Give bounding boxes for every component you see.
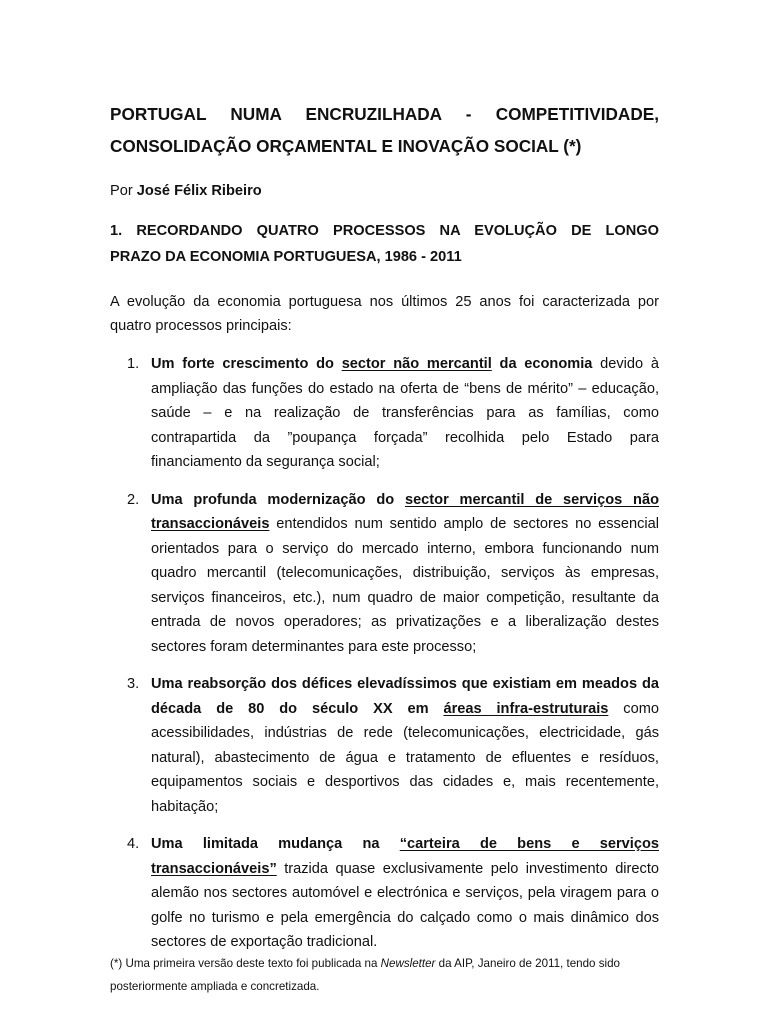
list-item-number: 1. <box>127 356 140 372</box>
list-item-text <box>151 672 659 819</box>
author-name: José Félix Ribeiro <box>136 183 262 199</box>
list-item-number: 2. <box>127 491 140 508</box>
list-item-text <box>151 832 659 955</box>
item-underlined-term: “carteira de bens e serviços transaccionáveis” <box>151 836 659 877</box>
intro-paragraph: A evolução da economia portuguesa nos últimos 25 anos foi caracterizada por quatro processos principais: <box>110 294 659 334</box>
process-list <box>110 352 659 955</box>
title-line: PORTUGAL NUMA ENCRUZILHADA - COMPETITIVIDADE, <box>110 104 659 124</box>
list-item-number: 4. <box>127 836 140 852</box>
item-bold-lead: Uma reabsorção dos défices elevadíssimos que existiam em meados da década de 80 do século XX em <box>151 676 659 717</box>
item-bold-lead: Uma limitada mudança na <box>151 836 400 852</box>
list-item <box>110 672 659 819</box>
title-line: CONSOLIDAÇÃO ORÇAMENTAL E INOVAÇÃO SOCIAL (*) <box>110 136 582 156</box>
section-heading <box>110 218 659 270</box>
document-title <box>110 98 659 162</box>
list-item-number: 3. <box>127 676 140 692</box>
list-item <box>110 832 659 955</box>
item-body: devido à ampliação das funções do estado na oferta de “bens de mérito” – educação, saúde – e na realização de transferências para as famílias, como contrapartida da ”poupança forçada” recolhida pelo Estado para financiamento da segurança social; <box>151 356 660 470</box>
section-heading-line: 1. RECORDANDO QUATRO PROCESSOS NA EVOLUÇÃO DE LONGO <box>110 223 659 239</box>
item-bold-lead: Um forte crescimento do <box>151 356 342 372</box>
item-underlined-term: áreas infra-estruturais <box>443 700 609 717</box>
item-underlined-term: sector não mercantil <box>341 356 492 372</box>
item-bold-lead: Uma profunda modernização do <box>151 491 405 508</box>
footnote <box>110 952 659 998</box>
byline-prefix: Por <box>110 183 137 199</box>
item-body: trazida quase exclusivamente pelo investimento directo alemão nos sectores automóvel e electrónica e serviços, pela viragem para o golfe no turismo e pela emergência do calçado como o mais dinâmico dos sectores de exportação tradicional. <box>151 860 659 950</box>
footnote-suffix: da AIP, Janeiro de 2011, tendo sido posteriormente ampliada e concretizada. <box>110 956 620 993</box>
item-underlined-term: sector mercantil de serviços não transaccionáveis <box>151 491 659 532</box>
footnote-prefix: (*) Uma primeira versão deste texto foi publicada na <box>110 956 381 970</box>
item-body: como acessibilidades, indústrias de rede (telecomunicações, electricidade, gás natural), abastecimento de água e tratamento de efluentes e resíduos, equipamentos sociais e desportivos das cidades e, mais recentemente, habitação; <box>151 700 659 815</box>
list-item-text <box>151 488 659 660</box>
footnote-italic: Newsletter <box>380 956 436 970</box>
document-page <box>110 98 659 968</box>
item-bold-tail: da economia <box>491 356 593 372</box>
item-body: entendidos num sentido amplo de sectores no essencial orientados para o serviço do mercado interno, embora funcionando num quadro mercantil (telecomunicações, distribuição, serviços às empresas, serviços financeiros, etc.), num quadro de maior competição, resultante da entrada de novos operadores; as privatizações e a liberalização destes sectores foram determinantes para este processo; <box>151 516 659 655</box>
section-heading-line: PRAZO DA ECONOMIA PORTUGUESA, 1986 - 2011 <box>110 249 462 265</box>
list-item <box>110 352 659 475</box>
list-item <box>110 488 659 660</box>
list-item-text <box>151 352 659 475</box>
byline <box>110 180 659 202</box>
